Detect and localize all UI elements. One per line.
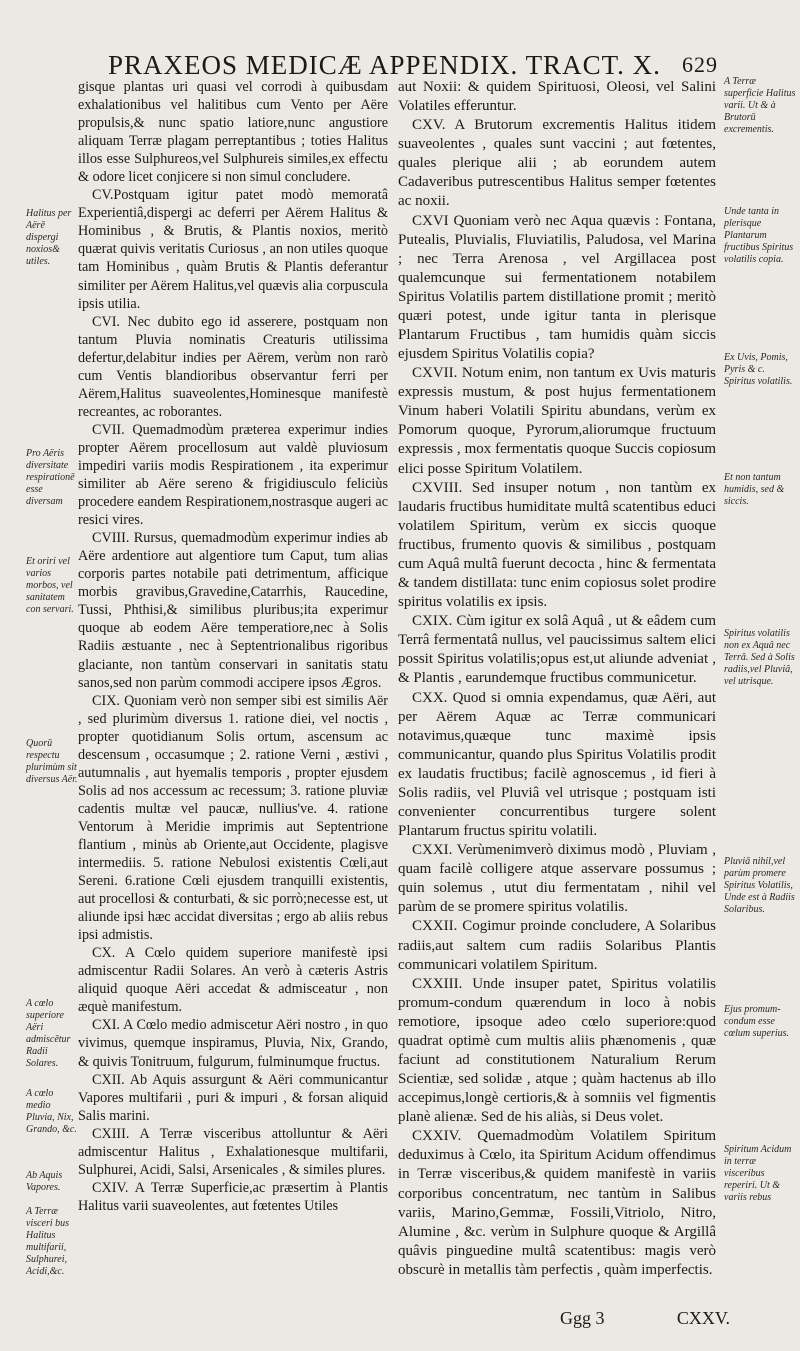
margin-note-right: Spiritus volatilis non ex Aquâ nec Terrâ. Sed à Solis radiis,vel Pluviâ, vel utrisque. bbox=[724, 628, 795, 687]
margin-note-right: Unde tanta in plerisque Plantarum fructibus Spiritus volatilis copia. bbox=[724, 206, 794, 265]
paragraph: CVI. Nec dubito ego id asserere, postquam non tantum Pluvia nominatis Creaturis utilissima defertur,delabitur indies per Aërem, verùm non rarò cum Ventis blandioribus observantur ferri per Aërem,Halitus suaveolentes,Hominesque manifestè recreantes, ac roborantes. bbox=[78, 313, 388, 420]
margin-note-left: A Terræ visceri bus Halitus multifarii, Sulphurei, Acidi,&c. bbox=[26, 1206, 70, 1277]
margin-note-right: Ex Uvis, Pomis, Pyris & c. Spiritus volatilis. bbox=[724, 352, 793, 387]
paragraph: CXXII. Cogimur proinde concludere, A Solaribus radiis,aut saltem cum radiis Solaribus Plantis communicari volatilem Spiritum. bbox=[398, 918, 716, 973]
signature-mark: Ggg 3 bbox=[560, 1308, 605, 1328]
paragraph: gisque plantas uri quasi vel corrodi à quibusdam exhalationibus vel halitibus cum Vento per Aëre propulsis,& nunc spatio latiore,nunc angustiore aliquam Terræ plagam perreptantibus ; toties Halitus illos esse Sulphureos,vel Sulphureis similes,ex effectu & odore licet conjicere si non simul concludere. bbox=[78, 79, 388, 186]
margin-note-right: Ejus promum-condum esse cœlum superius. bbox=[724, 1004, 789, 1039]
paragraph: CXII. Ab Aquis assurgunt & Aëri communicantur Vapores multifarii , puri & impuri , & forsan aliquid Salis marini. bbox=[78, 1071, 388, 1124]
paragraph: CIX. Quoniam verò non semper sibi est similis Aër , sed plurimùm diversus 1. ratione diei, vel noctis , propter quotidianum Solis ortum, ascensum ac descensum , occasumque ; 2. ratione Verni , æstivi , autumnalis , aut hyemalis temporis , propter ejusdem Solis ad nos accessum ac recessum; 3. ratione pluviæ cadentis multæ vel paucæ, nullius've. 4. ratione Ventorum à Meridie imprimis aut Septentrione flantium , minùs ab Oriente,aut Occidente, plagisve intermediis. 5. ratione Nebulosi existentis Cœli,aut Sereni. 6.ratione Cœli ejusdem tranquilli existentis, aut procellosi & conturbati, & sic porrò;necesse est, ut aliunde ipsi hæc accidat diversitas ; ergo ab aliis rebus ipsi admistis. bbox=[78, 692, 388, 944]
paragraph: CXVIII. Sed insuper notum , non tantùm ex laudaris fructibus humiditate multâ scatentibus educi volatilem Spiritum, verùm ex siccis quoque fructibus, frumento quovis & similibus , postquam cum Aquâ multâ fuerunt decocta , hinc & fermentata & tandem distillata: tunc enim copiosus solet prodire spiritus volatilis ex ipsis. bbox=[398, 479, 716, 611]
paragraph: CXX. Quod si omnia expendamus, quæ Aëri, aut per Aërem Aquæ ac Terræ communicari notavimus,quæque tunc maximè ipsis communicantur, quando plus Spiritus Volatilis prodit ex laudatis fructibus; facilè agnoscemus , id fieri à Solis radiis, vel Pluviâ vel utrisque ; postquam isti convenienter concurrentibus turgere solent Plantarum fructus spiritu volatili. bbox=[398, 689, 716, 840]
paragraph: CXI. A Cœlo medio admiscetur Aëri nostro , in quo vivimus, quemque inspiramus, Pluvia, Nix, Grando, & quivis Tonitruum, fulgurum, fulminumque fructus. bbox=[78, 1017, 388, 1070]
paragraph: CXIV. A Terræ Superficie,ac præsertim à Plantis Halitus varii suaveolentes, aut fœtentes Utiles bbox=[78, 1179, 388, 1214]
paragraph: CVII. Quemadmodùm præterea experimur indies propter Aërem procellosum aut valdè pluviosum impediri variis modis Respirationem , ita experimur similiter ab Aëre sereno & frigidiusculo feliciùs procedere eandem Respirationem,nostrasque augeri ac resici vires. bbox=[78, 421, 388, 529]
left-text-column bbox=[78, 78, 388, 1215]
paragraph: CV.Postquam igitur patet modò memoratâ Experientiâ,dispergi ac deferri per Aërem Halitus & Hominibus , & Brutis, & Plantis noxios, meritò quærat quivis veritatis Curiosus , an non utiles quoque tam Hominibus , quàm Brutis & Plantis deferantur similiter per Aërem Halitus,vel quævis alia corpuscula ipsis utilia. bbox=[78, 187, 388, 312]
margin-note-left: Halitus per Aërē dispergi noxios& utiles. bbox=[26, 208, 72, 267]
paragraph: CXXI. Verùmenimverò diximus modò , Pluviam , quam facilè colligere atque asservare possumus ; quin solemus , utut diu fermentatam , nihil vel parùm de se promere spiritus volatilis. bbox=[398, 842, 716, 916]
margin-note-right: Et non tantum humidis, sed & siccis. bbox=[724, 472, 785, 507]
paragraph: CXIX. Cùm igitur ex solâ Aquâ , ut & eâdem cum Terrâ fermentatâ nullus, vel paucissimus saltem elici possit Spiritus volatilis;opus est,ut aliunde adveniat , & Plantis , earundemque fructibus communicetur. bbox=[398, 613, 716, 687]
margin-note-left: A cœlo superiore Aëri admiscētur Radii Solares. bbox=[26, 998, 71, 1069]
margin-note-right: Spiritum Acidum in terræ visceribus reperiri. Ut & variis rebus bbox=[724, 1144, 792, 1203]
margin-note-right: Pluviā nihil,vel parùm promere Spiritus Volatilis, Unde est à Radiis Solaribus. bbox=[724, 856, 795, 915]
margin-note-left: Quorū respectu plurimùm sit diversus Aër. bbox=[26, 738, 78, 785]
margin-note-left: A cœlo medio Pluvia, Nix, Grando, &c. bbox=[26, 1088, 77, 1135]
paragraph: CX. A Cœlo quidem superiore manifestè ipsi admiscentur Radii Solares. An verò à cæteris Astris aliquid quoque Aëri accedat & admisceatur , non æquè manifestum. bbox=[78, 945, 388, 1016]
right-text-column bbox=[398, 78, 716, 1280]
paragraph: CXIII. A Terræ visceribus attolluntur & Aëri admiscentur Halitus , Exhalationesque multifarii, Sulphurei, Acidi, Salsi, Arsenicales , & similes plures. bbox=[78, 1125, 388, 1178]
paragraph: CXVI Quoniam verò nec Aqua quævis : Fontana, Putealis, Pluvialis, Fluviatilis, Paludosa, vel Marina ; nec Terra Arenosa , vel Argillacea post qualemcunque sui fermentationem notabilem Spiritus Volatilis partem distillatione promit ; meritò quæri potest, unde igitur tanta in plerisque Plantarum Fructibus , tam humidis quàm siccis ejusdem Spiritus Volatilis copia? bbox=[398, 212, 716, 363]
page-footer bbox=[560, 1308, 730, 1332]
paragraph: CVIII. Rursus, quemadmodùm experimur indies ab Aëre ardentiore aut algentiore tum Caput, tum alias corporis partes notabile pati detrimentum, afficique morbis gravibus,Gravedine,Catarrhis, Raucedine, Tussi, Phthisi,& similibus pluribus;ita experimur quoque ab eodem Aëre temperatiore,nec à Solis Radiis æstuante , nec à Septentrionalibus rigoribus glaciante, non tantùm conservari in sanitatis statu sanos,sed non parùm commodi accipere ipsos Ægros. bbox=[78, 530, 388, 691]
running-title: PRAXEOS MEDICÆ APPENDIX. TRACT. X. bbox=[108, 50, 661, 80]
paragraph: CXXIV. Quemadmodùm Volatilem Spiritum deduximus à Cœlo, ita Spiritum Acidum offendimus in Terræ visceribus,& quidem manifestè in variis corporibus concentratum, nec tantùm in Salibus variis, Marino,Gemmæ, Fossili,Vitriolo, Nitro, Alumine , &c. verùm in Sulphure quoque & Argillâ quâvis pinguedine multâ scatentibus: magis verò obscurè in metallis tàm perfectis , quàm imperfectis. bbox=[398, 1128, 716, 1278]
paragraph: CXVII. Notum enim, non tantum ex Uvis maturis expressis mustum, & post hujus fermentationem Vinum haberi Volatili Spiritu abundans, verùm ex Pomorum quoque, Pyrorum,aliorumque fructuum expressis , mox fermentatis quoque Succis copiosum elici posse Spiritum Volatilem. bbox=[398, 365, 716, 477]
page-number: 629 bbox=[682, 52, 718, 77]
margin-note-left: Pro Aëris diversitate respirationē esse diversam bbox=[26, 448, 75, 507]
margin-note-left: Ab Aquis Vapores. bbox=[26, 1170, 63, 1193]
margin-note-left: Et oriri vel varios morbos, vel sanitatem con servari. bbox=[26, 556, 74, 615]
paragraph: aut Noxii: & quidem Spirituosi, Oleosi, vel Salini Volatiles efferuntur. bbox=[398, 79, 716, 115]
catchword: CXXV. bbox=[676, 1308, 730, 1328]
paragraph: CXV. A Brutorum excrementis Halitus itidem suaveolentes , quales sunt vaccini ; aut fœtentes, quales plerique alii ; ab eorundem autem Cadaveribus putrescentibus Halitus semper fœtentes ac noxii. bbox=[398, 117, 716, 210]
paragraph: CXXIII. Unde insuper patet, Spiritus volatilis promum-condum quærendum in loco à nobis remotiore, ipsoque adeo cœlo superiore:quod quadrat optimè cum multis aliis phænomenis , quæ faciunt ad constitutionem Naturalium Rerum Scientiæ, sed solidæ , atque ; quàm hactenus ab illo accepimus,longè certioris,& à somniis vel figmentis planè alienæ. Sed de his aliàs, si Deus volet. bbox=[398, 975, 716, 1126]
margin-note-right: A Terræ superficie Halitus varii. Ut & à Brutorū excrementis. bbox=[724, 76, 796, 135]
